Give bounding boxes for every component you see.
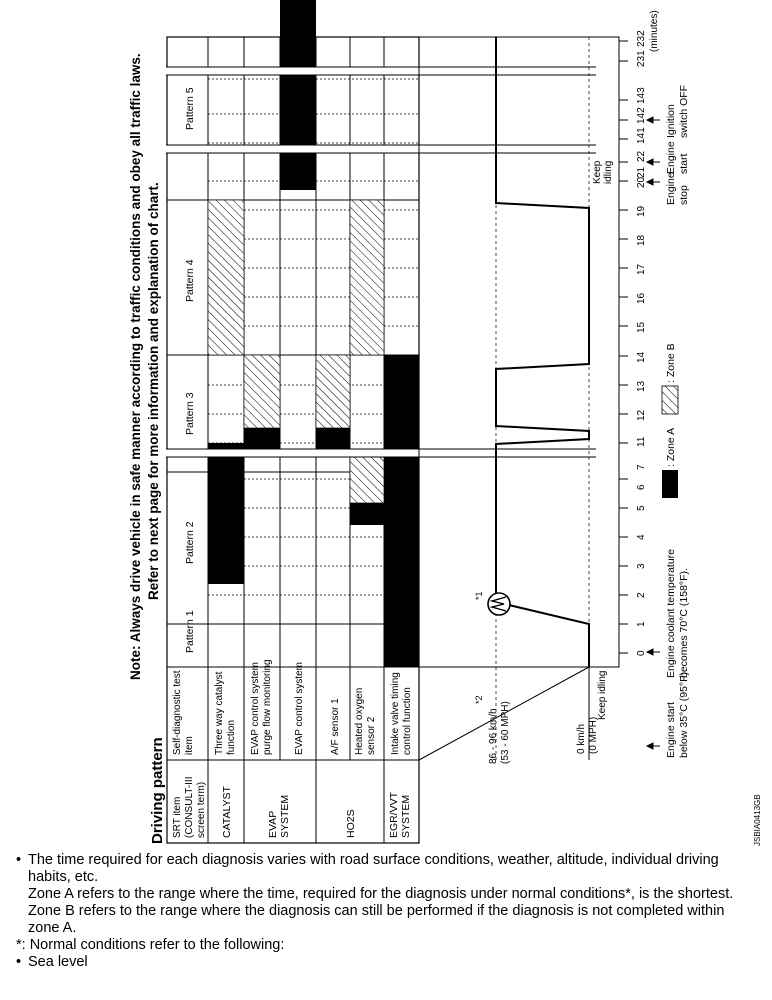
zone-b-block xyxy=(208,200,244,355)
time-tick: 20 xyxy=(636,176,647,188)
time-tick: 12 xyxy=(636,409,647,421)
time-tick: 4 xyxy=(636,534,647,540)
time-break xyxy=(166,145,596,153)
note-bullet: • The time required for each diagnosis varies with road surface conditions, weather, altitude, individual driving habits, etc. xyxy=(16,852,758,886)
time-tick: 232 xyxy=(636,30,647,47)
test-header-line: Self-diagnostic test xyxy=(172,670,183,755)
time-tick: 18 xyxy=(636,234,647,246)
srt-catalyst: CATALYST xyxy=(221,786,233,838)
explanation-notes xyxy=(16,852,758,971)
time-tick: 13 xyxy=(636,380,647,392)
test-item: EVAP control system xyxy=(250,662,261,755)
pattern-label: Pattern 5 xyxy=(184,87,196,130)
engine-stop-annotation: stop xyxy=(678,185,690,205)
zone-b-block xyxy=(316,355,350,428)
keep-idling-end: idling xyxy=(603,160,614,184)
engine-stop-annotation: Engine xyxy=(665,172,677,205)
time-tick: 2 xyxy=(636,592,647,598)
zone-a-block xyxy=(244,428,280,450)
test-item: Heated oxygen xyxy=(354,687,365,755)
test-item: EVAP control system xyxy=(294,662,305,755)
zone-a-block xyxy=(280,0,316,190)
time-tick: 7 xyxy=(636,464,647,470)
srt-ho2s: HO2S xyxy=(345,809,357,838)
zone-b-swatch xyxy=(662,386,678,414)
time-tick: 19 xyxy=(636,205,647,217)
time-tick: 11 xyxy=(636,436,647,447)
note-bullet: • Sea level xyxy=(16,954,758,971)
time-tick: 0 xyxy=(636,650,647,656)
engine-start2-annotation: Engine xyxy=(665,141,677,174)
engine-start2-annotation: start xyxy=(678,153,690,174)
zone-a-explanation: Zone A refers to the range where the time, required for the diagnosis under normal conditions*, is the shortest. xyxy=(28,886,734,902)
test-header xyxy=(172,670,195,755)
pattern-label: Pattern 1 xyxy=(184,610,196,653)
pattern-label: Pattern 2 xyxy=(184,521,196,564)
test-item: function xyxy=(226,719,237,755)
time-tick: 21 xyxy=(636,166,647,178)
time-tick: 143 xyxy=(636,87,647,104)
time-tick: 5 xyxy=(636,505,647,511)
vehicle-speed-marker xyxy=(488,593,510,615)
test-item: purge flow monitoring xyxy=(262,659,273,755)
zone-a-block xyxy=(350,503,384,525)
coolant-annotation: Engine coolant temperature xyxy=(665,549,677,678)
test-item: control function xyxy=(402,687,413,755)
time-tick: 22 xyxy=(636,150,647,162)
time-tick: 16 xyxy=(636,292,647,304)
zone-a-block xyxy=(384,456,419,667)
srt-header-line: screen term) xyxy=(196,781,207,838)
speed-high-label: 86 - 96 km/h xyxy=(488,708,499,764)
ignition-off-annotation: switch OFF xyxy=(678,84,690,138)
zone-a-legend: : Zone A xyxy=(665,427,677,467)
keep-idling-end: Keep xyxy=(592,160,603,184)
zone-b-block xyxy=(244,355,280,428)
srt-header-line: (CONSULT-III xyxy=(184,776,195,838)
keep-idling-label: Keep idling xyxy=(597,670,608,720)
safety-note: Note: Always drive vehicle in safe manner according to traffic conditions and obey all traffic laws. xyxy=(128,53,143,680)
time-tick: 17 xyxy=(636,263,647,275)
normal-conditions-note: *: Normal conditions refer to the following: xyxy=(16,937,285,953)
engine-start-annotation: Engine start xyxy=(665,701,677,758)
time-break xyxy=(166,67,596,75)
time-tick: 3 xyxy=(636,563,647,569)
circle-note: *1 xyxy=(474,591,484,600)
minutes-label: (minutes) xyxy=(649,10,660,52)
diagram-title: Driving pattern xyxy=(149,737,166,844)
zone-a-swatch xyxy=(662,470,678,498)
srt-header xyxy=(172,777,207,838)
srt-evap: EVAP xyxy=(267,810,279,838)
reference-note: Refer to next page for more information and explanation of chart. xyxy=(146,182,161,600)
ignition-off-annotation: Ignition xyxy=(665,104,677,138)
test-item: Intake valve timing xyxy=(390,672,401,755)
speed-trace xyxy=(496,37,589,667)
speed-high-label: (53 - 60 MPH) xyxy=(500,701,511,764)
srt-evap: SYSTEM xyxy=(279,794,291,838)
time-tick: 1 xyxy=(636,621,647,627)
time-tick: 14 xyxy=(636,351,647,363)
pattern-label: Pattern 4 xyxy=(184,259,196,302)
pattern-label: Pattern 3 xyxy=(184,392,196,435)
test-item: Three way catalyst xyxy=(214,671,225,755)
speed-zero-label: (0 MPH) xyxy=(588,716,599,754)
engine-start-annotation: below 35°C (95°F). xyxy=(678,669,690,758)
srt-egr-vvt: EGR/VVT xyxy=(388,791,400,838)
test-header-line: item xyxy=(184,736,195,755)
figure-code: JSBIA0413GB xyxy=(753,794,762,846)
speed-high-note: *2 xyxy=(474,695,484,704)
zone-b-block xyxy=(350,456,384,503)
time-tick: 142 xyxy=(636,107,647,124)
speed-zero-label: 0 km/h xyxy=(576,723,587,754)
zone-b-legend: : Zone B xyxy=(665,343,677,383)
zone-a-block xyxy=(316,428,350,450)
srt-egr-vvt: SYSTEM xyxy=(400,794,412,838)
zone-b-block xyxy=(350,200,384,355)
time-tick: 6 xyxy=(636,484,647,490)
time-tick: 231 xyxy=(636,50,647,67)
zone-a-block xyxy=(208,450,244,584)
srt-header-line: SRT item xyxy=(172,796,183,838)
test-item: sensor 2 xyxy=(366,716,377,755)
zone-b-explanation: Zone B refers to the range where the diagnosis can still be performed if the diagnosis is not completed within zone A. xyxy=(28,903,725,936)
time-break xyxy=(166,449,596,457)
zone-a-block xyxy=(384,355,419,450)
time-tick: 15 xyxy=(636,321,647,333)
test-item: A/F sensor 1 xyxy=(330,698,341,755)
time-tick: 141 xyxy=(636,127,647,144)
coolant-annotation: becomes 70°C (158°F). xyxy=(678,568,690,678)
